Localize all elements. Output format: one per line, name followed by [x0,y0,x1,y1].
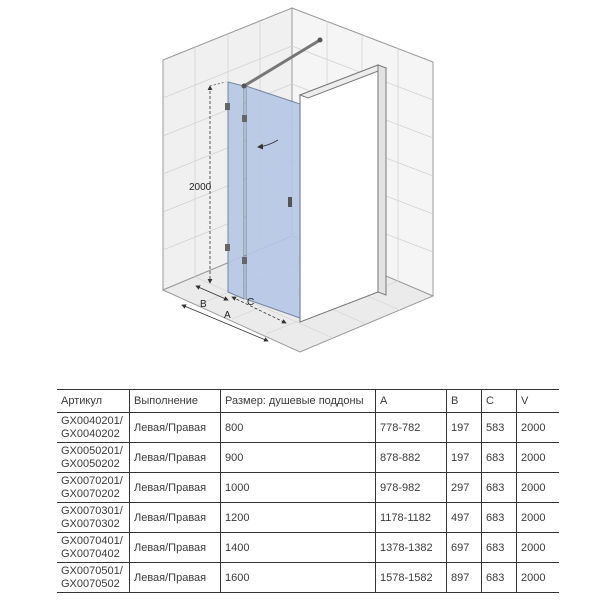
cell-article [57,503,130,533]
table-row [57,443,559,473]
hinge-top-door [242,115,247,122]
cell-b: 197 [447,413,482,443]
dimension-c-label: C [247,297,255,308]
cell-a: 978-982 [376,473,447,503]
cell-c: 683 [482,533,517,563]
article-line-1: GX0070501/ [61,564,123,577]
article-line-2: GX0070502 [61,577,120,590]
article-line-1: GX0070401/ [61,534,123,547]
article-line-2: GX0070202 [61,487,120,500]
cell-c: 583 [482,413,517,443]
header-size: Размер: душевые поддоны [221,390,376,413]
cell-v: 2000 [517,443,560,473]
cell-b: 497 [447,503,482,533]
cell-b: 897 [447,563,482,593]
cell-size: 1600 [221,563,376,593]
cell-v: 2000 [517,413,560,443]
cell-c: 683 [482,563,517,593]
cell-a: 878-882 [376,443,447,473]
article-line-2: GX0050202 [61,457,120,470]
hinge-bottom-door [242,257,247,264]
header-v: V [517,390,560,413]
support-bar-wall-mount [318,38,323,43]
cell-variant: Левая/Правая [130,473,221,503]
cell-c: 683 [482,443,517,473]
cell-a: 778-782 [376,413,447,443]
cell-v: 2000 [517,533,560,563]
specification-table [57,389,559,593]
cell-variant: Левая/Правая [130,443,221,473]
height-dimension-label: 2000 [189,182,212,193]
header-c: C [482,390,517,413]
header-b: B [447,390,482,413]
cell-v: 2000 [517,473,560,503]
dimension-b-label: B [200,299,207,310]
cell-size: 800 [221,413,376,443]
cell-article [57,533,130,563]
article-line-1: GX0070301/ [61,504,123,517]
dimension-a-label: A [224,310,231,321]
hinge-top-fixed [225,103,230,110]
cell-article [57,563,130,593]
table-row [57,563,559,593]
return-wall-side [378,65,386,295]
glass-fixed-panel [228,82,244,299]
cell-v: 2000 [517,563,560,593]
cell-size: 1000 [221,473,376,503]
article-line-2: GX0070302 [61,517,120,530]
cell-a: 1578-1582 [376,563,447,593]
article-line-1: GX0050201/ [61,444,123,457]
cell-b: 197 [447,443,482,473]
cell-b: 697 [447,533,482,563]
return-wall-face [300,65,378,322]
cell-b: 297 [447,473,482,503]
cell-size: 900 [221,443,376,473]
door-handle [288,197,292,207]
article-line-1: GX0040201/ [61,414,123,427]
cell-c: 683 [482,473,517,503]
table-row [57,473,559,503]
cell-variant: Левая/Правая [130,503,221,533]
cell-article [57,413,130,443]
table-header-row [57,390,559,413]
support-bar-glass-clamp [242,84,247,89]
cell-article [57,473,130,503]
table-row [57,503,559,533]
cell-variant: Левая/Правая [130,533,221,563]
cell-variant: Левая/Правая [130,563,221,593]
table-row [57,413,559,443]
header-a: A [376,390,447,413]
cell-size: 1200 [221,503,376,533]
article-line-1: GX0070201/ [61,474,123,487]
cell-a: 1378-1382 [376,533,447,563]
hinge-bottom-fixed [225,244,230,251]
cell-variant: Левая/Правая [130,413,221,443]
cell-v: 2000 [517,503,560,533]
cell-size: 1400 [221,533,376,563]
cell-article [57,443,130,473]
table-row [57,533,559,563]
cell-a: 1178-1182 [376,503,447,533]
cell-c: 683 [482,503,517,533]
header-article: Артикул [61,395,103,407]
article-line-2: GX0070402 [61,547,120,560]
header-variant: Выполнение [130,390,221,413]
article-line-2: GX0040202 [61,427,120,440]
